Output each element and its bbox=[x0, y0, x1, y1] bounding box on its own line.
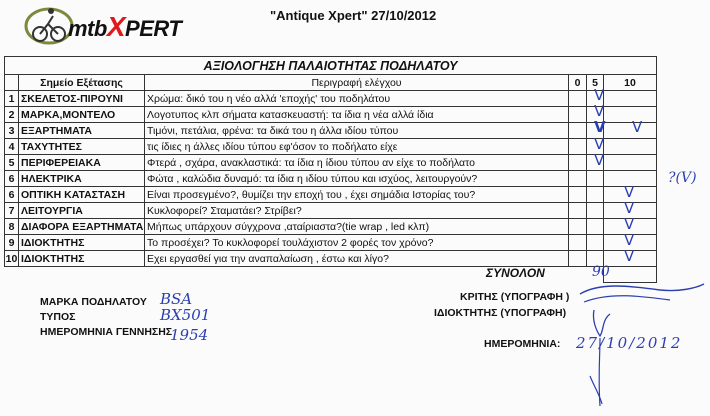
table-row bbox=[5, 203, 657, 219]
row-desc: Είναι προσεγμένο?, θυμίζει την εποχή του , έχει σημάδια Ιστορίας του? bbox=[145, 187, 569, 203]
table-row bbox=[5, 187, 657, 203]
row-desc: Το προσέχει? Το κυκλοφορεί τουλάχιστον 2 φορές τον χρόνο? bbox=[145, 235, 569, 251]
row-desc: τις ίδιες η άλλες ιδίου τύπου εφ'όσον το ποδήλατο είχε bbox=[145, 139, 569, 155]
table-row bbox=[5, 139, 657, 155]
total-value: 90 bbox=[592, 264, 610, 280]
row-desc: Χρώμα: δικό του η νέο αλλά 'εποχής' του ποδηλάτου bbox=[145, 91, 569, 107]
score-cell bbox=[569, 155, 587, 171]
score-cell bbox=[569, 251, 587, 267]
table-row bbox=[5, 91, 657, 107]
score-cell bbox=[569, 91, 587, 107]
row-num: 1 bbox=[5, 91, 19, 107]
row-num: 6 bbox=[5, 171, 19, 187]
row-num: 9 bbox=[5, 235, 19, 251]
row-num: 4 bbox=[5, 139, 19, 155]
row-num: 10 bbox=[5, 252, 18, 265]
judge-label: ΚΡΙΤΗΣ (ΥΠΟΓΡΑΦΗ ) bbox=[460, 291, 570, 303]
score-cell bbox=[587, 171, 604, 187]
row-num: 8 bbox=[5, 219, 19, 235]
row-desc: Εχει εργασθεί για την αναπαλαίωση , έστω και λίγο? bbox=[145, 251, 569, 267]
row-num: 6 bbox=[5, 187, 19, 203]
row-point: ΟΠΤΙΚΗ ΚΑΤΑΣΤΑΣΗ bbox=[19, 187, 145, 203]
logo-text-right: PERT bbox=[125, 16, 182, 41]
row-point: ΠΕΡΙΦΕΡΕΙΑΚΑ bbox=[19, 155, 145, 171]
score-cell bbox=[569, 219, 587, 235]
table-row bbox=[5, 171, 657, 187]
table-row bbox=[5, 155, 657, 171]
row-desc: Μήπως υπάρχουν σύγχρονα ,αταίριαστα?(tie wrap , led κλπ) bbox=[145, 219, 569, 235]
table-row bbox=[5, 251, 657, 267]
row-point: ΙΔΙΟΚΤΗΤΗΣ bbox=[19, 235, 145, 251]
row-point: ΤΑΧΥΤΗΤΕΣ bbox=[19, 139, 145, 155]
header-score-0: 0 bbox=[569, 75, 587, 91]
score-cell bbox=[569, 107, 587, 123]
score-cell bbox=[604, 107, 657, 123]
row-num: 2 bbox=[5, 107, 19, 123]
score-cell bbox=[569, 235, 587, 251]
table-row bbox=[5, 235, 657, 251]
type-label: ΤΥΠΟΣ bbox=[40, 311, 76, 323]
type-value: BX501 bbox=[160, 306, 211, 324]
judge-signature bbox=[570, 276, 708, 412]
row-point: ΙΔΙΟΚΤΗΤΗΣ bbox=[19, 251, 145, 267]
row-num: 5 bbox=[5, 155, 19, 171]
score-cell bbox=[569, 123, 587, 139]
row-point: ΣΚΕΛΕΤΟΣ-ΠΙΡΟΥΝΙ bbox=[19, 91, 145, 107]
score-cell bbox=[569, 203, 587, 219]
date-label: ΗΜΕΡΟΜΗΝΙΑ: bbox=[484, 338, 561, 350]
owner-label: ΙΔΙΟΚΤΗΤΗΣ (ΥΠΟΓΡΑΦΗ) bbox=[434, 307, 567, 319]
evaluation-table bbox=[4, 56, 657, 283]
page-title: "Antique Xpert" 27/10/2012 bbox=[270, 8, 437, 23]
check-mark: V bbox=[624, 183, 635, 201]
check-mark: V bbox=[594, 118, 606, 136]
score-cell bbox=[587, 235, 604, 251]
row-desc: Φτερά , σχάρα, ανακλαστικά: τα ίδια η ίδιου τύπου αν είχε το ποδήλατο bbox=[145, 155, 569, 171]
check-mark: V bbox=[594, 86, 605, 104]
brand-value: BSA bbox=[160, 290, 193, 308]
side-note: ?(V) bbox=[668, 170, 697, 186]
check-mark: V bbox=[594, 135, 605, 153]
check-mark: V bbox=[594, 151, 605, 169]
logo-text-x: X bbox=[106, 11, 126, 42]
check-mark: V bbox=[624, 247, 635, 265]
header-score-10: 10 bbox=[604, 75, 657, 91]
score-cell bbox=[604, 155, 657, 171]
score-cell bbox=[569, 187, 587, 203]
check-mark: V bbox=[624, 215, 635, 233]
check-mark: V bbox=[624, 231, 635, 249]
total-label: ΣΥΝΟΛΟΝ bbox=[486, 266, 545, 280]
row-num: 3 bbox=[5, 123, 19, 139]
score-cell bbox=[587, 203, 604, 219]
check-mark: V bbox=[594, 102, 605, 120]
score-cell bbox=[604, 123, 657, 139]
score-cell bbox=[604, 91, 657, 107]
birth-value: 1954 bbox=[170, 326, 209, 344]
row-point: ΔΙΑΦΟΡΑ ΕΞΑΡΤΗΜΑΤΑ bbox=[19, 219, 145, 235]
row-point: ΕΞΑΡΤΗΜΑΤΑ bbox=[19, 123, 145, 139]
logo-text-left: mtb bbox=[68, 16, 107, 41]
row-num: 7 bbox=[5, 203, 19, 219]
score-cell bbox=[569, 139, 587, 155]
table-row bbox=[5, 219, 657, 235]
row-desc: Κυκλοφορεί? Σταματάει? Στρίβει? bbox=[145, 203, 569, 219]
row-point: ΜΑΡΚΑ,ΜΟΝΤΕΛΟ bbox=[19, 107, 145, 123]
check-mark: V bbox=[632, 118, 643, 136]
check-mark: V bbox=[624, 199, 635, 217]
row-point: ΗΛΕΚΤΡΙΚΑ bbox=[19, 171, 145, 187]
score-cell bbox=[604, 139, 657, 155]
row-desc: Τιμόνι, πετάλια, φρένα: τα δικά του η άλλα ιδίου τύπου bbox=[145, 123, 569, 139]
birth-label: ΗΜΕΡΟΜΗΝΙΑ ΓΕΝΝΗΣΗΣ bbox=[40, 326, 173, 338]
header-desc: Περιγραφή ελέγχου bbox=[145, 75, 569, 91]
score-cell bbox=[587, 187, 604, 203]
evaluation-form bbox=[4, 56, 656, 276]
form-title: ΑΞΙΟΛΟΓΗΣΗ ΠΑΛΑΙΟΤΗΤΑΣ ΠΟΔΗΛΑΤΟΥ bbox=[5, 57, 657, 75]
header-score-5: 5 bbox=[587, 75, 604, 91]
logo bbox=[22, 2, 182, 46]
table-row bbox=[5, 123, 657, 139]
logo-wordmark bbox=[68, 11, 181, 43]
date-value: 27/10/2012 bbox=[576, 334, 683, 352]
brand-label: ΜΑΡΚΑ ΠΟΔΗΛΑΤΟΥ bbox=[40, 296, 147, 308]
row-desc: Λογοτυπος κλπ σήματα κατασκευαστή: τα ίδια η νέα αλλά ίδια bbox=[145, 107, 569, 123]
score-cell bbox=[569, 171, 587, 187]
table-row bbox=[5, 107, 657, 123]
score-cell bbox=[587, 219, 604, 235]
header-num bbox=[5, 75, 19, 91]
row-point: ΛΕΙΤΟΥΡΓΙΑ bbox=[19, 203, 145, 219]
row-desc: Φώτα , καλώδια δυναμό: τα ίδια η ιδίου τύπου και ισχύος, λειτουργούν? bbox=[145, 171, 569, 187]
header-point: Σημείο Εξέτασης bbox=[19, 75, 145, 91]
